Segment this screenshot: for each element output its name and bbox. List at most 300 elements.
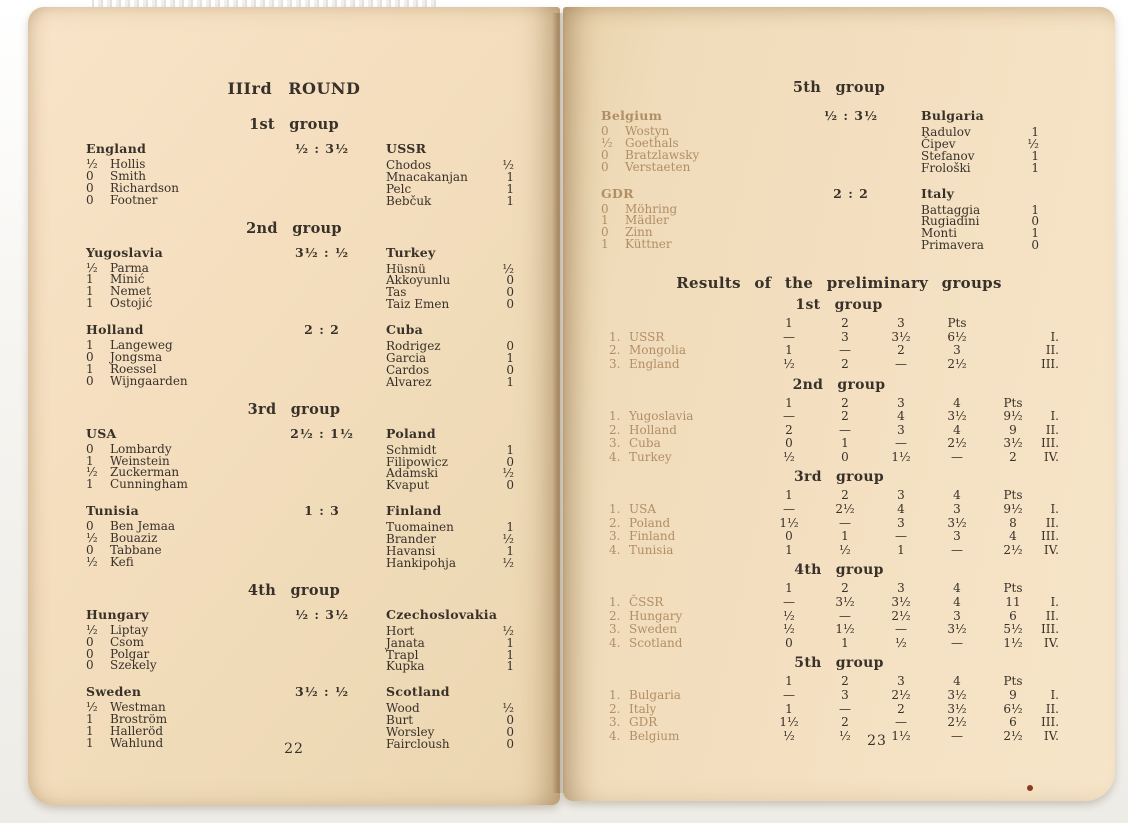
team-name: England [629,356,680,371]
team-name: Yugoslavia [629,409,694,424]
place-value: I. [1050,329,1059,344]
column-header: 2 [841,395,849,410]
player-score: 1 [86,272,94,287]
player-name: Jongsma [110,350,163,365]
result-cells [761,689,1041,703]
column-header: 1 [785,488,793,503]
player-name: Monti [921,226,957,241]
player-score: 1 [506,193,514,208]
header-spacer [609,397,761,411]
result-cell: 3½ [947,622,967,637]
player-list [386,341,514,389]
match-block [563,187,1115,253]
column-header: 4 [953,395,961,410]
page-number-left: 22 [284,741,304,757]
team-name: USSR [386,141,427,156]
player-name: Westman [110,700,166,715]
points-value: 6½ [947,329,967,344]
book-gutter [552,13,566,793]
team-name: ČSSR [629,595,664,610]
match-list [28,608,560,751]
team-label [609,344,761,358]
result-cell: ½ [783,449,795,464]
result-cells [761,358,985,372]
player-score: 1 [86,284,94,299]
player-score: ½ [502,466,514,481]
player-row [86,298,258,310]
match-block [28,608,560,674]
player-name: Cunningham [110,477,188,492]
team-rank: 2. [609,515,621,530]
result-cells [761,331,985,345]
player-name: Akkoyunlu [386,273,451,288]
column-header: 3 [897,674,905,689]
player-name: Battaggia [921,202,981,217]
player-row [86,554,258,569]
points-value: 6 [1009,608,1017,623]
player-name: Cardos [386,362,430,377]
match-block [28,504,560,570]
player-score: ½ [86,554,98,569]
match-block [28,246,560,312]
player-score: 1 [1031,125,1039,139]
player-name: Kvaput [386,478,430,493]
table-header-row [563,675,1115,689]
player-score: 0 [1031,214,1039,229]
player-name: Parma [110,260,149,275]
result-cell: 3½ [947,515,967,530]
team-label [609,530,761,544]
result-cell: 3 [841,329,849,344]
match-score: ½ : 3½ [294,606,350,622]
player-list [386,522,514,570]
player-name: Weinstein [110,453,170,468]
player-name: Smith [110,168,146,183]
team-rank: 4. [609,542,621,557]
player-score: 1 [86,712,94,727]
team-name: Mongolia [629,343,686,358]
team-rank: 3. [609,356,621,371]
result-cell: 2½ [891,688,911,702]
column-header: 2 [841,488,849,503]
team-rank: 2. [609,701,621,716]
result-cell: 3½ [891,329,911,344]
result-cells [761,623,1041,637]
table-row [563,689,1115,703]
player-row [601,239,781,251]
table-row [563,637,1115,651]
group-heading: 4th group [247,581,341,599]
player-name: Polgar [110,646,150,661]
result-cells [761,344,985,358]
match-block [28,142,560,208]
match-score: ½ : 3½ [294,141,350,156]
player-row [386,374,514,389]
player-name: Hort [386,623,415,638]
header-cells [761,582,1041,596]
place-value: II. [1045,608,1059,623]
player-name: Janata [386,635,425,650]
result-cells [761,451,1041,465]
right-team-column [386,608,514,674]
column-header: 1 [785,395,793,410]
right-team-column [921,187,1039,253]
team-label [609,410,761,424]
match-score: ½ : 3½ [823,108,879,123]
result-cell: — [783,409,795,424]
result-cell: 0 [785,635,793,650]
result-cells [761,637,1041,651]
place-value: III. [1041,622,1060,637]
player-score: 0 [506,273,514,288]
match-score: 3½ : ½ [294,244,350,260]
right-page [563,7,1115,801]
team-name: Poland [386,425,436,441]
result-cell: 2½ [891,608,911,623]
result-cell: 2½ [947,436,967,451]
team-name: Tunisia [86,503,140,519]
team-name: Italy [921,185,955,201]
left-groups [28,116,560,751]
result-cell: — [783,329,795,344]
team-rank: 1. [609,688,621,702]
player-name: Faircloush [386,737,450,752]
player-name: Adamski [386,466,439,481]
team-name: Turkey [386,244,436,260]
team-name: Hungary [86,606,149,622]
result-cell: 3½ [891,595,911,610]
left-team-column [86,608,258,673]
result-cells [761,703,1041,717]
player-score: 0 [601,201,609,216]
team-name: Hungary [629,608,683,623]
group-heading: 3rd group [247,400,341,418]
right-team-column [921,109,1039,175]
team-name: USA [86,425,117,441]
player-name: Roessel [110,361,157,376]
player-name: Szekely [110,658,157,673]
player-score: 0 [86,519,94,534]
team-name: Yugoslavia [86,244,163,260]
player-name: Halleröd [110,724,164,739]
player-row [386,555,514,570]
player-row [386,661,514,673]
book-spread [28,7,1115,805]
left-team-column [601,187,781,252]
player-list [86,622,258,673]
player-name: Csom [110,634,144,649]
result-cell: 1½ [835,622,855,637]
player-score: 0 [506,454,514,469]
team-name: USSR [629,329,665,344]
player-name: Filipowicz [386,454,448,469]
team-rank: 4. [609,728,621,743]
points-value: 2 [1009,449,1017,464]
player-name: Radulov [921,125,971,139]
player-score: 0 [601,147,609,162]
result-cell: — [839,343,851,358]
player-list [86,521,258,569]
player-score: 1 [506,374,514,389]
player-name: Hollis [110,157,146,171]
player-score: 1 [1031,202,1039,217]
group-section [28,116,560,208]
result-cells [761,544,1041,558]
place-value: I. [1050,502,1059,517]
player-score: 0 [506,339,514,354]
team-name: Sweden [86,684,142,700]
team-name: Belgium [629,728,680,743]
player-name: Wood [386,701,420,716]
player-score: 0 [86,658,94,673]
player-name: Worsley [386,725,435,740]
player-score: ½ [1027,136,1039,151]
table-row [563,703,1115,717]
result-cell: 1 [841,436,849,451]
player-score: 1 [506,181,514,196]
player-row [386,299,514,311]
left-team-column [86,504,258,569]
player-list [601,126,781,174]
team-label [609,689,761,703]
table-body [563,331,1115,372]
right-matches [563,109,1115,252]
points-value: 2½ [947,356,967,371]
table-body [563,503,1115,557]
result-cell: 2 [785,422,793,437]
team-name: Czechoslovakia [386,606,498,622]
player-name: Ostojić [110,296,153,311]
player-list [86,159,258,207]
result-cell: ½ [895,635,907,650]
results-table [563,469,1115,557]
player-score: 1 [506,442,514,457]
result-cell: — [895,436,907,451]
player-score: ½ [601,135,613,150]
group-heading: 2nd group [246,219,342,237]
points-value: 2½ [1003,728,1023,743]
result-cell: — [895,529,907,544]
results-table [563,297,1115,371]
match-block [28,323,560,389]
points-value: 9 [1009,422,1017,437]
player-name: Trapl [386,647,419,662]
table-row [563,437,1115,451]
team-name: Belgium [601,108,663,123]
column-header: Pts [1003,395,1023,410]
result-cell: 1 [785,542,793,557]
player-row [921,160,1039,175]
player-name: Rodrigez [386,339,441,354]
result-cell: ½ [839,728,851,743]
player-list [386,442,514,493]
result-cells [761,517,1041,531]
team-name: Holland [629,422,677,437]
team-rank: 3. [609,436,621,451]
result-cell: ½ [783,728,795,743]
result-cell: 3½ [947,701,967,716]
player-score: 0 [86,634,94,649]
team-name: Bulgaria [921,108,985,123]
result-cell: 2 [897,343,905,358]
player-score: ½ [86,260,98,275]
player-list [921,127,1039,175]
place-value: IV. [1043,728,1059,743]
result-cell: 0 [785,436,793,451]
player-score: 0 [506,737,514,752]
table-row [563,503,1115,517]
result-cell: 2 [897,701,905,716]
result-cells [761,530,1041,544]
header-cells [761,489,1041,503]
header-cells [761,317,985,331]
player-name: Rugiadini [921,214,980,229]
player-score: ½ [86,700,98,715]
points-value: 1½ [1003,635,1023,650]
column-header: 3 [897,395,905,410]
player-name: Wostyn [625,124,670,138]
result-cells [761,424,1041,438]
result-cell: 3 [841,688,849,702]
points-value: 6 [1009,715,1017,730]
table-row [563,530,1115,544]
player-score: ½ [502,623,514,638]
result-cell: — [783,688,795,702]
result-cell: 4 [953,595,961,610]
player-score: 1 [86,338,94,353]
match-block [563,109,1115,175]
player-name: Möhring [625,201,678,216]
match-block [28,427,560,493]
player-score: 1 [1031,226,1039,241]
team-label [609,623,761,637]
player-score: 1 [506,520,514,535]
player-name: Richardson [110,180,180,195]
player-name: Minić [110,272,145,287]
right-team-column [386,323,514,389]
table-row [563,623,1115,637]
points-value: 9 [1009,688,1017,702]
player-list [386,623,514,674]
place-value: III. [1041,436,1060,451]
player-name: Wahlund [110,736,164,751]
result-cell: 2 [841,715,849,730]
player-name: Ben Jemaa [110,519,176,534]
table-header-row [563,582,1115,596]
column-header: 1 [785,674,793,689]
points-value: 9½ [1003,502,1023,517]
result-cells [761,610,1041,624]
player-name: Schmidt [386,442,437,457]
team-rank: 2. [609,608,621,623]
table-header-row [563,317,1115,331]
column-header: 4 [953,488,961,503]
team-name: Sweden [629,622,678,637]
team-label [609,437,761,451]
player-score: ½ [86,531,98,546]
team-rank: 3. [609,529,621,544]
team-name: Cuba [629,436,661,451]
result-cell: 3 [953,608,961,623]
left-team-column [86,246,258,311]
result-cell: — [895,356,907,371]
player-name: Footner [110,192,158,207]
result-cell: 3 [953,502,961,517]
team-label [609,703,761,717]
player-score: 0 [506,478,514,493]
place-value: I. [1050,595,1059,610]
player-name: Verstaeten [625,159,691,174]
team-label [609,424,761,438]
result-cell: — [951,542,963,557]
player-score: 1 [506,351,514,366]
team-name: England [86,141,147,156]
player-score: 1 [86,724,94,739]
player-score: ½ [86,622,98,637]
result-cell: ½ [783,622,795,637]
player-name: Hankipohja [386,555,456,570]
result-cell: 4 [897,409,905,424]
place-value: IV. [1043,449,1059,464]
column-header: 3 [897,316,905,331]
result-cell: 3½ [835,595,855,610]
player-score: 0 [86,180,94,195]
team-name: Turkey [629,449,672,464]
table-row [563,596,1115,610]
player-list [86,340,258,388]
result-cell: 2½ [947,715,967,730]
player-name: Tuomainen [386,520,454,535]
result-cells [761,410,1041,424]
group-section [28,582,560,751]
player-name: Tabbane [110,543,162,558]
results-tables [563,297,1115,743]
result-cell: 1½ [891,728,911,743]
player-name: Tas [386,285,407,300]
player-name: Garcia [386,351,427,366]
team-rank: 1. [609,595,621,610]
player-score: 0 [506,713,514,728]
player-score: 0 [601,159,609,174]
player-row [601,159,781,174]
player-score: 1 [506,169,514,184]
round-title: IIIrd ROUND [227,79,361,98]
player-name: Bratzlawsky [625,147,700,162]
player-row [86,479,258,491]
player-score: 0 [86,192,94,207]
match-score: 2 : 2 [304,322,340,338]
player-name: Kupka [386,659,425,674]
match-list [28,142,560,208]
team-label [609,596,761,610]
result-cell: 0 [785,529,793,544]
result-cell: 4 [897,502,905,517]
results-table [563,377,1115,465]
place-value: IV. [1043,542,1059,557]
result-cells [761,503,1041,517]
player-score: 1 [86,736,94,751]
match-list [28,246,560,389]
player-name: Stefanov [921,148,975,163]
left-team-column [86,323,258,388]
left-page [28,7,560,805]
player-score: 1 [506,544,514,559]
team-rank: 3. [609,622,621,637]
player-score: 1 [1031,148,1039,163]
result-cell: — [839,422,851,437]
player-score: 1 [1031,160,1039,175]
player-name: Langeweg [110,338,173,353]
